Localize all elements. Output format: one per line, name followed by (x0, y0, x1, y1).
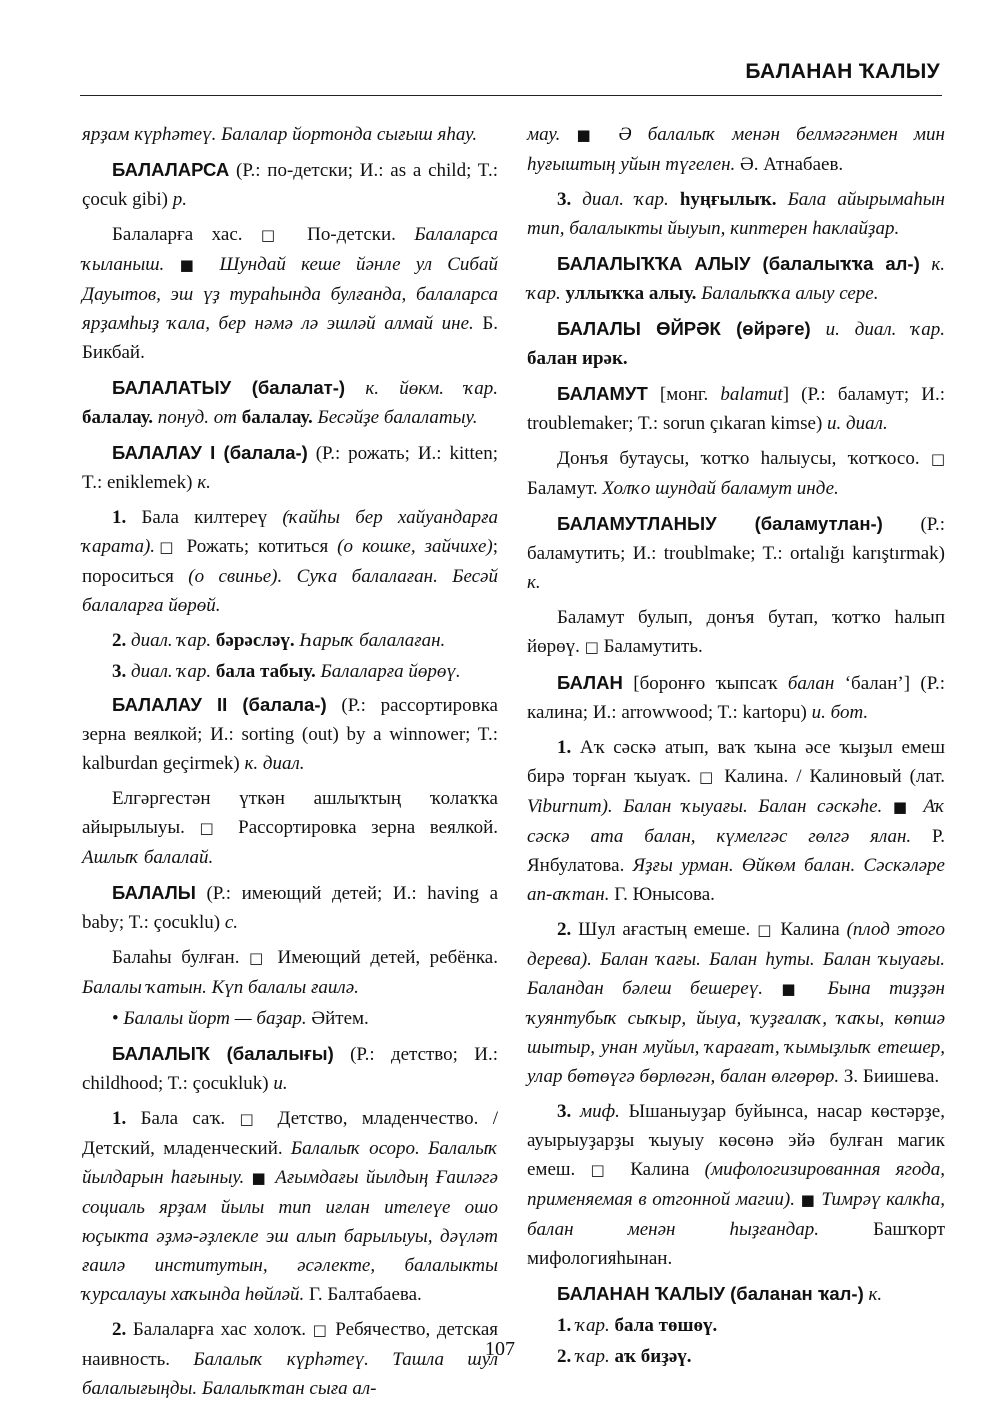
sense-number: 3. (112, 661, 127, 682)
grammar-note: диал. ҡар. (126, 630, 216, 651)
sense-1 (527, 733, 945, 909)
entry-balamutlanyu (527, 509, 945, 597)
sense-number: 2. (557, 919, 572, 940)
quote-text: Шундай кеше йәнле ул Сибай Дауытов, эш үҙ тураһында булғанда, балаларса ярҙамһыҙ ҡала, бер нәмә лә эшләй алмай ине. (82, 254, 498, 334)
black-square-marker: ■ (576, 126, 603, 144)
part-of-speech: к. (863, 1284, 883, 1305)
quote-text: Бына тиҙҙән ҡуянтубыҡ сыҡыр, йыуа, ҡуҙғалаҡ, ҡаҡы, көпшә шытыр, унан муйыл, ҡарағат, ҡымыҙлыҡ етешер, улар бөтөүгә бөрлөгән, балан өлгөрөр. (527, 978, 945, 1087)
sense-number: 1. (112, 1108, 127, 1129)
quote-author: Ә. Атнабаев. (735, 154, 844, 175)
example-text: Һарыҡ балалаған. (294, 630, 446, 651)
headword: БАЛАН (557, 672, 623, 693)
translations: (Р.: рожать; И.: kitten; T.: eniklemek) (82, 443, 498, 493)
translations: (Р.: баламутить; И.: troublmake; T.: ortalığı karıştırmak) (527, 514, 945, 564)
entry-balalau-2 (82, 690, 498, 778)
entry-balanan-kalyu (527, 1279, 945, 1309)
black-square-marker: ■ (781, 980, 810, 998)
part-of-speech: и. (273, 1073, 288, 1094)
definition (82, 784, 498, 872)
cross-reference: уллыҡҡа алыу. (565, 283, 697, 304)
headword: БАЛАЛАУ II (балала-) (112, 694, 327, 715)
grammar-note: диал. ҡар. (126, 661, 216, 682)
translations: (Р.: детство; И.: childhood; T.: çocukluk) (82, 1044, 498, 1094)
headword: БАЛАЛАТЫУ (балалат-) (112, 377, 346, 398)
translation-text: Рожать; котиться (177, 536, 338, 557)
example-text: Балалыҡҡа алыу сере. (696, 283, 879, 304)
grammar-note: и. диал. ҡар. (810, 319, 945, 340)
sense-number: 1. (557, 1315, 572, 1336)
proverb (82, 1004, 498, 1033)
translation-text: ; пороситься (82, 536, 498, 587)
entry-balalau-1 (82, 438, 498, 497)
headword: БАЛАЛЫҠ (балалығы) (112, 1043, 334, 1064)
translations: (Р.: имеющий детей; И.: having a baby; T.: çocuklu) (82, 883, 498, 933)
sense-number: 2. (112, 1319, 127, 1340)
part-of-speech: и. диал. (827, 413, 888, 434)
translation-text: Имеющий детей, ребёнка. (267, 947, 498, 968)
note-text: (мифологизированная ягода, применяемая в отгонной магии). (527, 1159, 945, 1210)
quote-author: З. Биишева. (839, 1066, 940, 1087)
square-marker: □ (155, 538, 178, 556)
sense-1 (82, 503, 498, 620)
quote-author: Г. Юнысова. (609, 884, 715, 905)
cross-reference: бала төшөү. (614, 1315, 718, 1336)
note-text: (ҡайһы бер хайуандарға ҡарата). (82, 507, 498, 557)
square-marker: □ (239, 1110, 264, 1128)
translation-text: Рассортировка зерна веялкой. (223, 817, 498, 838)
part-of-speech: и. бот. (811, 702, 869, 723)
definition-text: Шул ағастың емеше. (571, 919, 758, 940)
proverb-source: Әйтем. (306, 1008, 369, 1029)
grammar-note: понуд. от (153, 407, 242, 428)
etymology: [монг. (647, 384, 721, 405)
grammar-note: к. ҡар. (527, 254, 945, 304)
etymon: балан (787, 673, 835, 694)
sense-number: 1. (112, 507, 127, 528)
square-marker: □ (584, 638, 599, 656)
example-text: (плод этого дерева). Балан ҡағы. Балан һуты. Балан ҡыуағы. Баландан бәлеш бешереү. (527, 919, 945, 999)
black-square-marker: ■ (251, 1169, 269, 1187)
definition-text: Елгәргестән үткән ашлыҡтың ҡолаҡҡа айырылыуы. (82, 788, 498, 838)
definition (82, 220, 498, 367)
quote-text: Ә балалыҡ менән белмәгәнмен мин һуғыштың уйын түгелен. (527, 124, 945, 175)
example-text: Viburnum). Балан ҡыуағы. Балан сәскәһе. (527, 796, 893, 817)
translation-text: Ребячество, детская наивность. (82, 1319, 498, 1370)
square-marker: □ (930, 450, 945, 468)
translation-text: Баламут. (527, 478, 603, 499)
entry-balan (527, 668, 945, 727)
translation-text: Детство, младенчество. / Детский, младенческий. (82, 1108, 498, 1159)
quote-author: Б. Бикбай. (82, 313, 498, 363)
cross-reference: балан ирәк. (527, 348, 628, 369)
example-text: Холҡо шундай баламут инде. (602, 478, 839, 499)
cross-reference: аҡ биҙәү. (614, 1346, 692, 1367)
cross-reference: һуңғылыҡ. (679, 189, 777, 210)
header-rule (80, 95, 942, 96)
sense-number: 2. (112, 630, 127, 651)
definition-text: Бала килтереү (126, 507, 283, 528)
example-text: Балаларға йөрөү. (315, 661, 461, 682)
black-square-marker: ■ (800, 1191, 816, 1209)
headword: БАЛАЛАРСА (112, 159, 230, 180)
translation-text: Калина (615, 1159, 705, 1180)
translation-text: Баламутить. (598, 636, 703, 657)
quote-text: Аҡ сәскә ата балан, күмелгәс гөлгә ялан. (527, 796, 945, 847)
grammar-note: к. йөкм. ҡар. (345, 378, 498, 399)
etymon: balamut (720, 384, 783, 405)
note-text: (о кошке, зайчихе) (337, 536, 493, 557)
translations: ] (Р.: баламут; И.: troublemaker; T.: sorun çıkaran kimse) (527, 384, 945, 434)
left-column (82, 120, 498, 1409)
grammar-note: миф. (571, 1101, 620, 1122)
example-text: Балалыҡ күрһәтеү. Ташла шул балалығыңды. Балалыҡтан сыға ал- (82, 1349, 498, 1399)
sense-2 (82, 626, 498, 655)
square-marker: □ (199, 819, 224, 837)
definition-text: Балаларға хас холоҡ. (126, 1319, 313, 1340)
translations: (Р.: по-детски; И.: as a child; T.: çocuk gibi) (82, 160, 498, 210)
quote-author: Р. Янбулатова. (527, 826, 945, 876)
example-text: Ашлыҡ балалай. (82, 847, 214, 868)
headword: БАЛАЛЫҠҠА АЛЫУ (балалыҡҡа ал-) (557, 253, 920, 274)
sense-number: 2. (557, 1346, 572, 1367)
sense-1 (527, 1311, 945, 1340)
square-marker: □ (312, 1321, 329, 1339)
cross-reference: бәрәсләү. (215, 630, 295, 651)
grammar-note: диал. ҡар. (571, 189, 680, 210)
sense-3 (527, 185, 945, 243)
proverb-text: Балалы йорт — баҙар. (118, 1008, 307, 1029)
black-square-marker: ■ (179, 256, 205, 274)
entry-balalykka-alyu (527, 249, 945, 308)
quote-author: Г. Балтабаева. (304, 1284, 422, 1305)
square-marker: □ (260, 226, 289, 244)
continued-text (527, 120, 945, 179)
etymology: [боронғо ҡыпсаҡ (622, 673, 788, 694)
page-number: 107 (485, 1338, 515, 1360)
quote-text: Яҙғы урман. Өйкөм балан. Сәскәләре ап-аҡтан. (527, 855, 945, 905)
definition-text: Донъя бутаусы, ҡотҡо һалыусы, ҡотҡосо. (557, 448, 931, 469)
example-text: мау. (527, 124, 577, 145)
headword: БАЛАЛЫ ӨЙРӘК (өйрәге) (557, 318, 811, 339)
part-of-speech: р. (172, 189, 188, 210)
cross-reference: бала табыу. (215, 661, 316, 682)
definition-text: Ышаныуҙар буйынса, насар көстәрҙе, ауырыуҙарҙы ҡыуыу көсөнә эйә булған магик емеш. (527, 1101, 945, 1180)
headword: БАЛАЛЫ (112, 882, 196, 903)
cross-reference: балалау. (82, 407, 154, 428)
entry-balaly (82, 878, 498, 937)
entry-balaly-oirek (527, 314, 945, 373)
grammar-note: ҡар. (571, 1315, 615, 1336)
continued-text (82, 120, 498, 149)
translation-text: Калина (773, 919, 847, 940)
square-marker: □ (757, 921, 774, 939)
headword: БАЛАМУТЛАНЫУ (баламутлан-) (557, 513, 883, 534)
definition-text: Баламут булып, донъя бутап, ҡотҡо һалып йөрөү. (527, 607, 945, 657)
headword: БАЛАМУТ (557, 383, 648, 404)
example-text: Балаларса ҡыланыш. (82, 224, 498, 275)
headword: БАЛАЛАУ I (балала-) (112, 442, 308, 463)
sense-3 (82, 657, 498, 686)
entry-balalatyu (82, 373, 498, 432)
sense-number: 3. (557, 189, 572, 210)
right-column (527, 120, 945, 1373)
example-text: Балалы ҡатын. Күп балалы ғаилә. (82, 977, 359, 998)
part-of-speech: к. диал. (244, 753, 305, 774)
entry-balamut (527, 379, 945, 438)
bullet-marker: • (112, 1008, 119, 1029)
running-head: БАЛАНАН ҠАЛЫУ (745, 60, 940, 83)
continued-text-line: ярҙам күрһәтеү. Балалар йортонда сығыш яһау. (82, 124, 478, 145)
headword: БАЛАНАН ҠАЛЫУ (баланан ҡал-) (557, 1283, 864, 1304)
sense-3 (527, 1097, 945, 1273)
definition (527, 603, 945, 662)
sense-number: 1. (557, 737, 572, 758)
translations: (Р.: рассортировка зерна веялкой; И.: sorting (out) by a winnower; T.: kalburdan geçirmek) (82, 695, 498, 774)
black-square-marker: ■ (892, 798, 913, 816)
square-marker: □ (590, 1161, 616, 1179)
definition-text: Бала саҡ. (126, 1108, 240, 1129)
quote-author: Башҡорт мифологияһынан. (527, 1219, 946, 1269)
square-marker: □ (249, 949, 268, 967)
quote-text: Тимрәү калкһа, балан менән һыҙғандар. (527, 1189, 945, 1240)
part-of-speech: к. (527, 572, 541, 593)
translations: ‘балан’] (Р.: калина; И.: arrowwood; T.: kartopu) (527, 673, 945, 723)
sense-number: 3. (557, 1101, 572, 1122)
definition (527, 444, 945, 503)
grammar-note: ҡар. (571, 1346, 615, 1367)
cross-reference: балалау. (241, 407, 313, 428)
part-of-speech: к. (197, 472, 211, 493)
part-of-speech: с. (224, 912, 239, 933)
example-text: Бала айырымаһын тип, балалыкты йыуып, киптерен һаклайҙар. (527, 189, 945, 239)
example-text: (о свинье). Суҡа балалаған. Бесәй балаларға йөрөй. (82, 566, 498, 616)
sense-2 (527, 915, 945, 1091)
example-text: Балалыҡ осоро. Балалыҡ йылдарын һағыныу. (82, 1138, 498, 1188)
definition (82, 943, 498, 1002)
translation-text: Калина. / Калиновый (лат. (716, 766, 945, 787)
quote-text: Ағымдағы йылдың Ғаиләгә социаль ярҙам йылы тип иғлан ителеүе ошо юҫыкта әҙмә-әҙлекле эш алып барылыуы, дәүләт ғаилә институтын, әсәлекте, балалыкты ҡурсалауы хаҡында һөйләй. (82, 1167, 498, 1305)
example-text: Бесәйҙе балалатыу. (312, 407, 478, 428)
sense-1 (82, 1104, 498, 1309)
square-marker: □ (699, 768, 717, 786)
definition-text: Балаларға хас. (112, 224, 261, 245)
definition-text: Аҡ сәскә атып, ваҡ ҡына әсе ҡыҙыл емеш бирә торған ҡыуаҡ. (527, 737, 945, 787)
entry-balalarsa (82, 155, 498, 214)
entry-balalyk (82, 1039, 498, 1098)
definition-text: Балаһы булған. (112, 947, 249, 968)
translation-text: По-детски. (288, 224, 415, 245)
